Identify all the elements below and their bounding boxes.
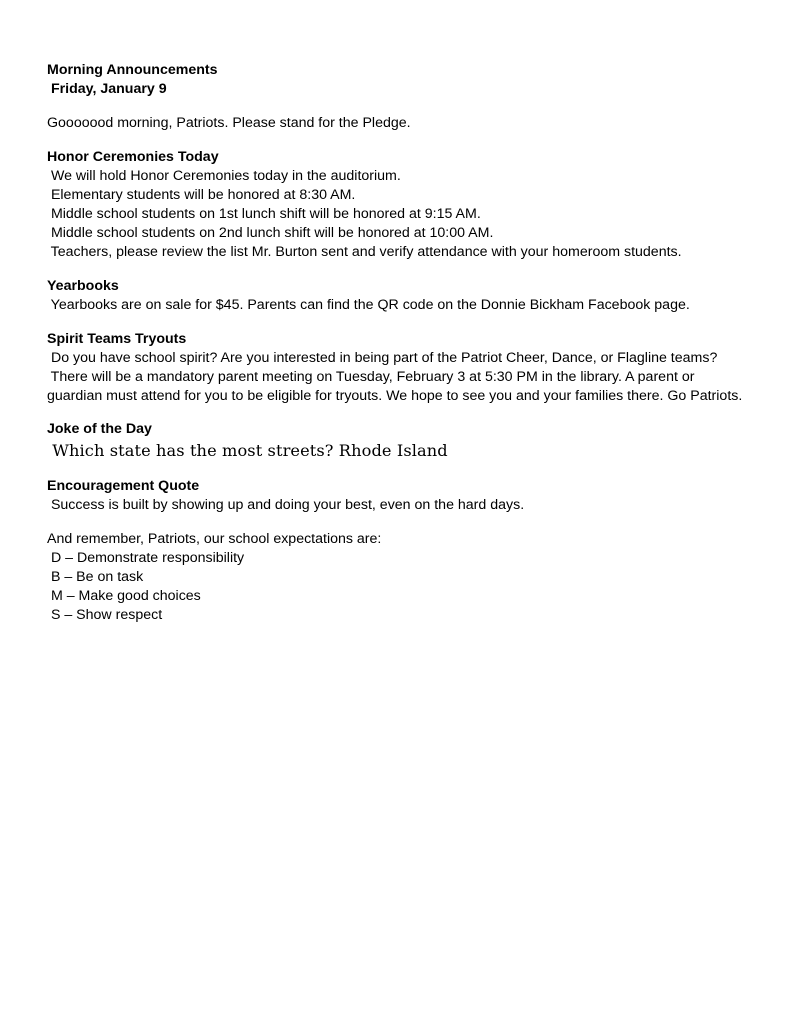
section-line: Middle school students on 1st lunch shift will be honored at 9:15 AM. [47, 206, 481, 222]
joke-section [47, 420, 767, 463]
expectations-intro: And remember, Patriots, our school expectations are: [47, 531, 382, 547]
encouragement-quote-section [47, 477, 767, 515]
list-item: B – Be on task [47, 569, 144, 585]
announcement-document [47, 61, 767, 625]
section-line: Elementary students will be honored at 8:30 AM. [47, 187, 356, 203]
quote-text: Success is built by showing up and doing your best, even on the hard days. [47, 497, 525, 513]
list-item: D – Demonstrate responsibility [47, 550, 245, 566]
section-line: guardian must attend for you to be eligible for tryouts. We hope to see you and your families there. Go Patriots. [47, 388, 743, 404]
section-line: Yearbooks are on sale for $45. Parents can find the QR code on the Donnie Bickham Facebook page. [47, 297, 690, 313]
document-date: Friday, January 9 [47, 81, 167, 97]
section-heading: Encouragement Quote [47, 478, 200, 494]
section-line: Middle school students on 2nd lunch shift will be honored at 10:00 AM. [47, 225, 494, 241]
honor-ceremonies-section [47, 148, 767, 262]
list-item: M – Make good choices [47, 588, 201, 604]
section-line: There will be a mandatory parent meeting on Tuesday, February 3 at 5:30 PM in the library. A parent or [47, 369, 695, 385]
greeting-text: Gooooood morning, Patriots. Please stand for the Pledge. [47, 115, 411, 131]
joke-text: Which state has the most streets? Rhode Island [47, 441, 448, 460]
expectations-section [47, 530, 767, 625]
section-heading: Spirit Teams Tryouts [47, 331, 187, 347]
section-line: Teachers, please review the list Mr. Burton sent and verify attendance with your homeroom students. [47, 244, 682, 260]
section-heading: Joke of the Day [47, 421, 152, 437]
section-line: Do you have school spirit? Are you interested in being part of the Patriot Cheer, Dance, or Flagline teams? [47, 350, 718, 366]
yearbooks-section [47, 277, 767, 315]
section-heading: Honor Ceremonies Today [47, 149, 219, 165]
section-heading: Yearbooks [47, 278, 119, 294]
spirit-teams-section [47, 330, 767, 406]
document-title: Morning Announcements [47, 62, 218, 78]
list-item: S – Show respect [47, 607, 163, 623]
section-line: We will hold Honor Ceremonies today in the auditorium. [47, 168, 401, 184]
